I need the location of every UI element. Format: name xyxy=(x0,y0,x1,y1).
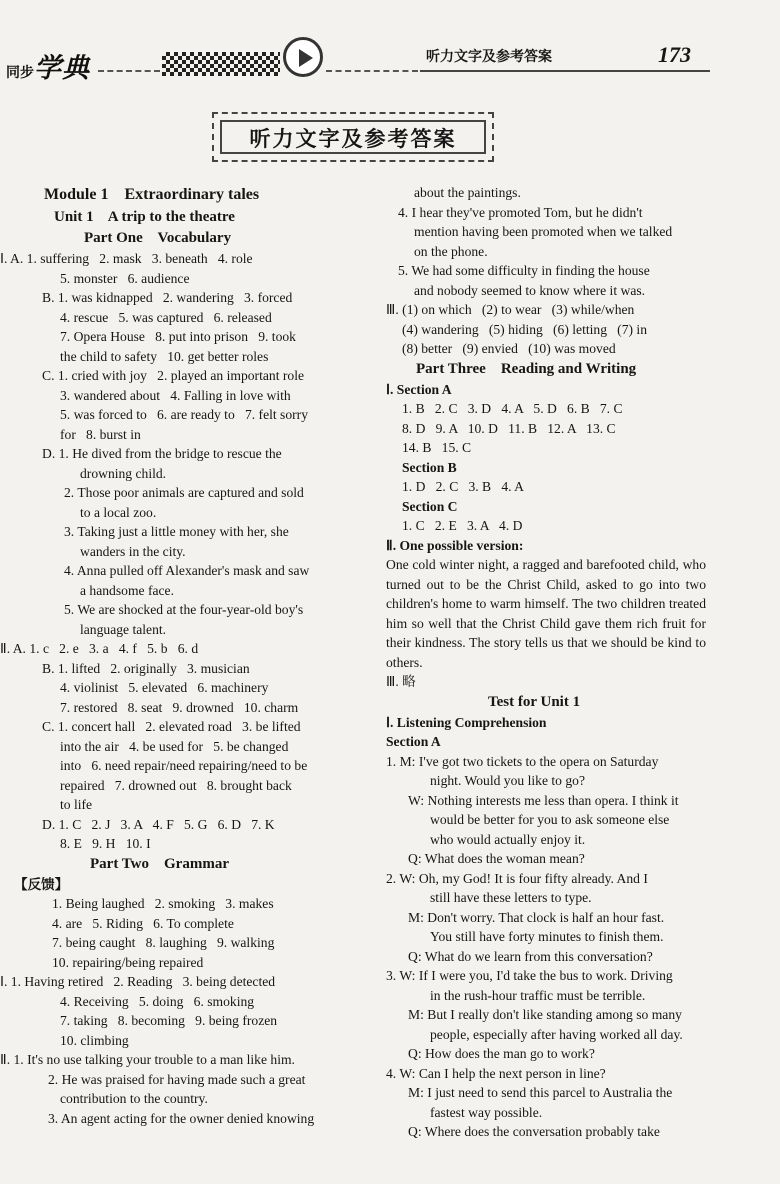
answer-line: 3. W: If I were you, I'd take the bus to work. Driving xyxy=(386,968,673,983)
answer-line: language talent. xyxy=(80,621,167,637)
answer-line: M: But I really don't like standing among so many xyxy=(408,1007,682,1022)
answer-line: (8) better (9) envied (10) was moved xyxy=(402,341,616,356)
answer-line: wanders in the city. xyxy=(80,543,186,559)
answer-line: 4. Receiving 5. doing 6. smoking xyxy=(60,993,255,1009)
answer-line: 4. violinist 5. elevated 6. machinery xyxy=(60,680,269,695)
answer-line: M: Don't worry. That clock is half an hour fast. xyxy=(408,909,665,925)
section-heading: Module 1 Extraordinary tales xyxy=(44,186,260,203)
answer-line: mention having been promoted when we talked xyxy=(414,224,673,239)
section-heading: Part One Vocabulary xyxy=(84,230,232,246)
answer-line: into the air 4. be used for 5. be changed xyxy=(60,738,289,754)
answer-line: about the paintings. xyxy=(414,185,521,200)
answer-line: a handsome face. xyxy=(80,582,174,598)
checker-pattern xyxy=(162,52,280,76)
answer-line: D. 1. He dived from the bridge to rescue the xyxy=(42,446,282,461)
answer-line: Section B xyxy=(402,459,457,475)
answer-line: C. 1. concert hall 2. elevated road 3. be lifted xyxy=(42,719,301,734)
answer-line: 1. M: I've got two tickets to the opera on Saturday xyxy=(386,753,659,769)
answer-line: Ⅰ. Section A xyxy=(386,381,452,397)
answer-line: on the phone. xyxy=(414,243,488,259)
answer-line: Ⅱ. One possible version: xyxy=(386,537,524,553)
answer-line: contribution to the country. xyxy=(60,1091,208,1106)
answer-line: 10. climbing xyxy=(60,1032,129,1048)
answer-line: drowning child. xyxy=(80,465,167,481)
answer-line: 8. D 9. A 10. D 11. B 12. A 13. C xyxy=(402,420,616,436)
answer-line: 4. W: Can I help the next person in line? xyxy=(386,1065,606,1081)
header-label: 听力文字及参考答案 xyxy=(426,49,552,65)
section-title-box xyxy=(212,112,494,162)
answer-line: who would actually enjoy it. xyxy=(430,831,586,847)
answer-line: 4. I hear they've promoted Tom, but he didn't xyxy=(398,204,643,220)
answer-line: Ⅲ. 略 xyxy=(386,674,416,689)
answer-line: in the rush-hour traffic must be terrible. xyxy=(430,987,646,1003)
answer-line: M: I just need to send this parcel to Australia the xyxy=(408,1085,673,1100)
header-dash-left xyxy=(98,70,160,72)
answer-line: 3. wandered about 4. Falling in love with xyxy=(60,387,291,403)
answer-line: Q: Where does the conversation probably take xyxy=(408,1124,660,1139)
answer-line: 5. We are shocked at the four-year-old boy's xyxy=(64,602,304,617)
answer-line: 1. B 2. C 3. D 4. A 5. D 6. B 7. C xyxy=(402,401,623,416)
answer-line: 4. Anna pulled off Alexander's mask and saw xyxy=(64,563,310,578)
answer-line: 14. B 15. C xyxy=(402,440,472,455)
answer-line: 7. Opera House 8. put into prison 9. took xyxy=(60,329,296,344)
section-heading: Test for Unit 1 xyxy=(488,693,581,710)
answer-line: 1. C 2. E 3. A 4. D xyxy=(402,518,523,533)
answer-line: Q: What do we learn from this conversation? xyxy=(408,948,653,964)
brand-logo xyxy=(6,46,90,85)
answer-line: (4) wandering (5) hiding (6) letting (7) in xyxy=(402,321,648,337)
logo-big-text: 学典 xyxy=(34,53,90,84)
answer-line: 2. W: Oh, my God! It is four fifty already. And I xyxy=(386,870,648,886)
answer-line: 【反馈】 xyxy=(14,876,69,892)
section-heading: Unit 1 A trip to the theatre xyxy=(54,209,235,225)
answer-line: people, especially after having worked all day. xyxy=(430,1026,683,1042)
answer-line: 1. Being laughed 2. smoking 3. makes xyxy=(52,896,274,911)
answer-line: D. 1. C 2. J 3. A 4. F 5. G 6. D 7. K xyxy=(42,816,275,832)
answer-line: Q: What does the woman mean? xyxy=(408,851,585,866)
answer-line: night. Would you like to go? xyxy=(430,773,585,788)
answer-line: B. 1. lifted 2. originally 3. musician xyxy=(42,660,250,676)
answer-line: 5. was forced to 6. are ready to 7. felt sorry xyxy=(60,407,308,422)
answer-line: to a local zoo. xyxy=(80,504,157,520)
answer-line: for 8. burst in xyxy=(60,426,141,442)
answer-line: repaired 7. drowned out 8. brought back xyxy=(60,777,292,793)
answer-line: the child to safety 10. get better roles xyxy=(60,348,269,364)
answer-line: 2. Those poor animals are captured and sold xyxy=(64,485,304,500)
answer-line: 7. restored 8. seat 9. drowned 10. charm xyxy=(60,699,299,715)
answer-line: Ⅰ. 1. Having retired 2. Reading 3. being detected xyxy=(0,974,276,989)
answer-line: One cold winter night, a ragged and barefooted child, who turned out to be the Christ Child, asked to go into two children's home to warm himself. The two children treated him so well that the Christ Child gave them rich fruit for their kindness. The story tells us that we should be kind to others. xyxy=(386,557,706,670)
answer-line: 4. rescue 5. was captured 6. released xyxy=(60,309,272,325)
answer-line: 7. being caught 8. laughing 9. walking xyxy=(52,935,275,950)
answer-line: 7. taking 8. becoming 9. being frozen xyxy=(60,1013,278,1028)
answer-line: 3. An agent acting for the owner denied knowing xyxy=(48,1110,315,1126)
answer-line: C. 1. cried with joy 2. played an important role xyxy=(42,368,304,383)
answer-line: You still have forty minutes to finish them. xyxy=(430,929,664,944)
answer-line: would be better for you to ask someone else xyxy=(430,812,670,827)
answer-line: fastest way possible. xyxy=(430,1104,543,1120)
answer-line: and nobody seemed to know where it was. xyxy=(414,282,646,298)
answer-line: Q: How does the man go to work? xyxy=(408,1046,595,1061)
answer-line: to life xyxy=(60,797,93,812)
answer-line: Section A xyxy=(386,734,441,749)
answer-line: B. 1. was kidnapped 2. wandering 3. forced xyxy=(42,290,293,305)
answer-line: Section C xyxy=(402,498,458,514)
section-title: 听力文字及参考答案 xyxy=(220,120,486,154)
answer-line: 4. are 5. Riding 6. To complete xyxy=(52,915,234,931)
answer-line: into 6. need repair/need repairing/need to be xyxy=(60,758,308,773)
header-dash-right xyxy=(326,70,418,72)
answer-line: Ⅱ. A. 1. c 2. e 3. a 4. f 5. b 6. d xyxy=(0,641,199,656)
answer-line: Ⅰ. Listening Comprehension xyxy=(386,714,547,730)
answer-line: still have these letters to type. xyxy=(430,890,592,905)
answer-line: 10. repairing/being repaired xyxy=(52,954,204,970)
section-heading: Part Three Reading and Writing xyxy=(416,360,637,377)
header-rule xyxy=(420,70,710,72)
answer-line: 2. He was praised for having made such a great xyxy=(48,1071,306,1087)
answer-line: Ⅲ. (1) on which (2) to wear (3) while/when xyxy=(386,302,635,317)
left-column xyxy=(0,183,342,1128)
page-number: 173 xyxy=(658,42,691,67)
answer-line: 3. Taking just a little money with her, she xyxy=(64,524,289,539)
answer-line: 1. D 2. C 3. B 4. A xyxy=(402,479,524,494)
page-header xyxy=(0,0,780,90)
section-heading: Part Two Grammar xyxy=(90,855,229,872)
play-icon xyxy=(283,37,323,77)
answer-line: 5. monster 6. audience xyxy=(60,270,190,286)
answer-line: 5. We had some difficulty in finding the house xyxy=(398,263,650,278)
answer-line: 8. E 9. H 10. I xyxy=(60,836,151,851)
answer-line: W: Nothing interests me less than opera. I think it xyxy=(408,792,679,808)
right-column xyxy=(388,183,706,1142)
logo-small-text: 同步 xyxy=(6,65,34,81)
answer-line: Ⅰ. A. 1. suffering 2. mask 3. beneath 4. role xyxy=(0,251,253,266)
answer-line: Ⅱ. 1. It's no use talking your trouble to a man like him. xyxy=(0,1052,295,1067)
